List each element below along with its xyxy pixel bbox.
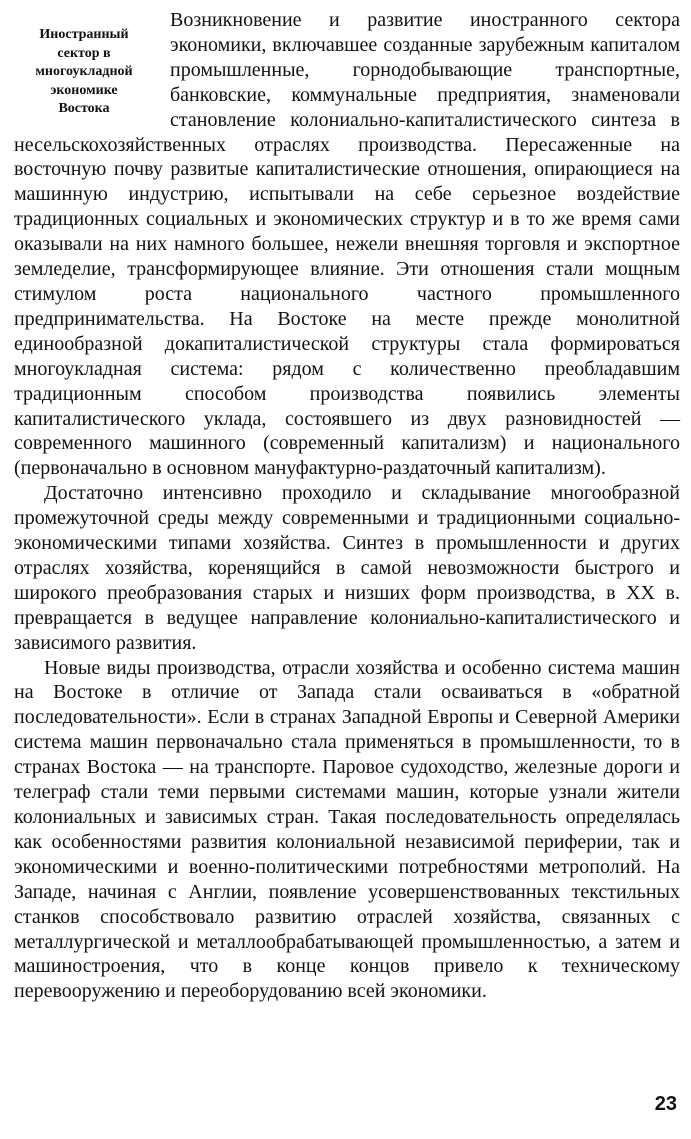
paragraph-3: Новые виды производства, отрасли хозяйства и особенно система машин на Востоке в отличие от Запада стали осваиваться в «обратной последовательности». Если в странах Западной Европы и Северной Америки система машин первоначально стала применяться в промышленности, то в странах Востока — на транспорте. Паровое судоходство, железные дороги и телеграф стали теми первыми системами машин, которые узнали жители колониальных и зависимых стран. Такая последовательность определялась как особенностями развития колониальной независимой периферии, так и экономическими и военно-политическими потребностями метрополий. На Западе, начиная с Англии, появление усовершенствованных текстильных станков способствовало развитию отраслей хозяйства, связанных с металлургической и металлообрабатывающей промышленностью, а затем и машиностроения, что в конце концов привело к техническому перевооружению и переоборудованию всей экономики. xyxy=(14,656,680,1003)
margin-heading-line: экономике xyxy=(50,82,118,98)
margin-note-spacer xyxy=(14,8,170,128)
paragraph-1: Возникновение и развитие иностранного сектора экономики, включавшее созданные зарубежным капиталом промышленные, горнодобывающие транспортные, банковские, коммунальные предприятия, знаменовали становление колониально-капиталистического синтеза в несельскохозяйственных отраслях производства. Пересаженные на восточную почву развитые капиталистические отношения, опирающиеся на машинную индустрию, испытывали на себе серьезное воздействие традиционных социальных и экономических структур и в то же время сами оказывали на них намного большее, нежели внешняя торговля и экспортное земледелие, трансформирующее влияние. Эти отношения стали мощным стимулом роста национального частного промышленного предпринимательства. На Востоке на месте прежде монолитной единообразной докапиталистической структуры стала формироваться многоукладная система: рядом с количественно преобладавшим традиционным способом производства появились элементы капиталистического уклада, состоявшего из двух разновидностей — современного машинного (современный капитализм) и национального (первоначально в основном мануфактурно-раздаточный капитализм). xyxy=(14,9,680,480)
margin-heading-line: Востока xyxy=(58,101,110,116)
margin-heading-line: многоукладной xyxy=(35,64,133,79)
paragraph-2: Достаточно интенсивно проходило и складывание многообразной промежуточной среды между современными и традиционными социально-экономическими типами хозяйства. Синтез в промышленности и других отраслях хозяйства, коренящийся в самой невозможности быстрого и широкого преобразования старых и низших форм производства, в XX в. превращается в ведущее направление колониально-капиталистического и зависимого развития. xyxy=(14,482,680,654)
page-number: 23 xyxy=(654,1093,677,1115)
margin-heading-line: Иностранный xyxy=(39,27,129,42)
margin-heading-line: сектор в xyxy=(57,45,111,61)
body-text xyxy=(14,8,680,1004)
